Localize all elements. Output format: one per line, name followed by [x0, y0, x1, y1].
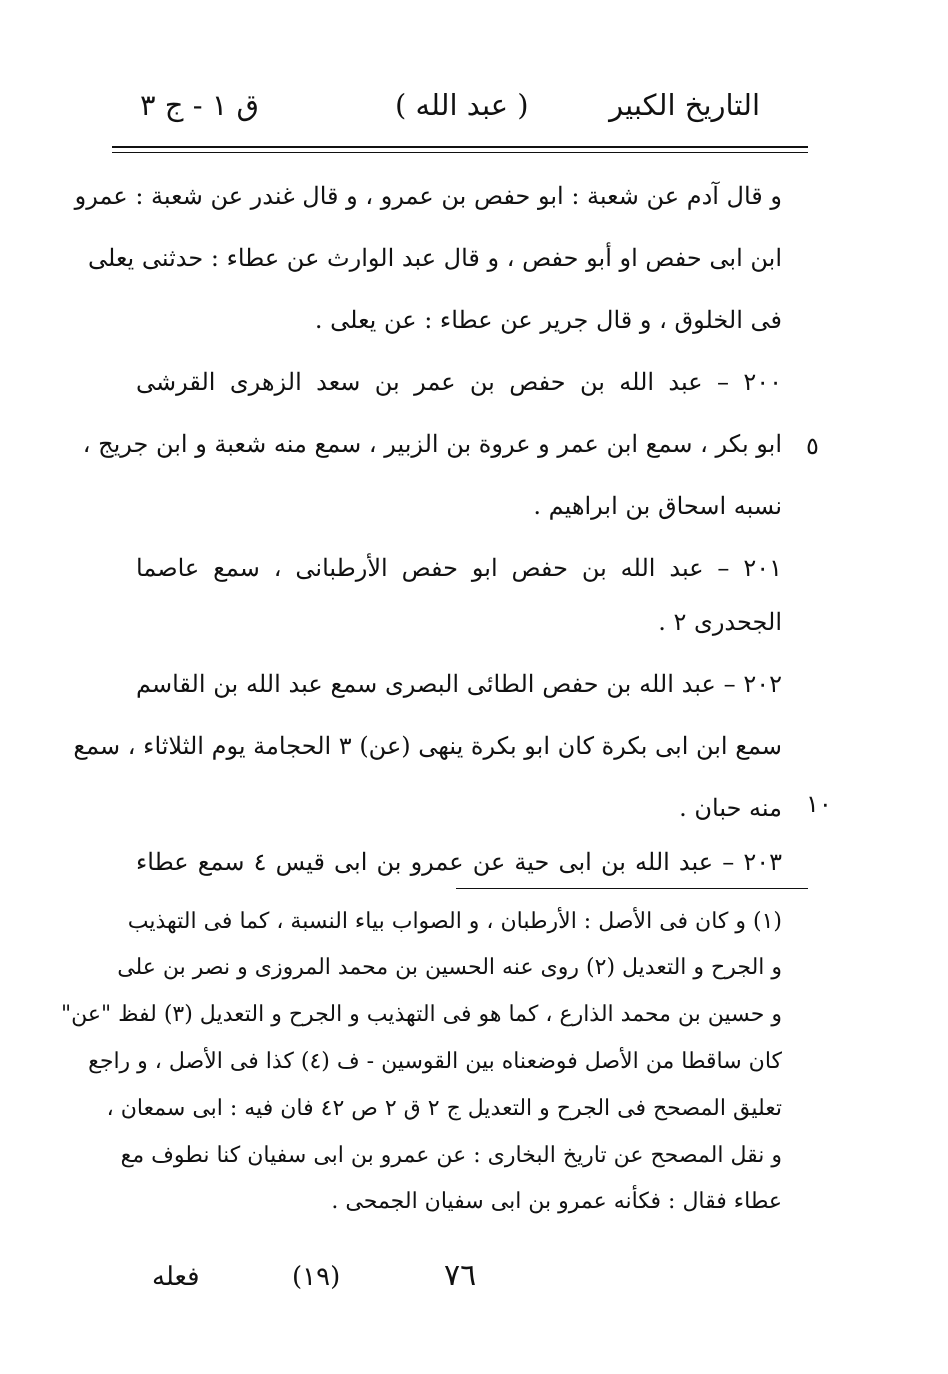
line-number-5: ٥	[806, 432, 819, 460]
signature-mark: (١٩)	[292, 1262, 341, 1292]
volume-label: ق ١ - ج ٣	[140, 88, 260, 122]
footnote-line: كان ساقطا من الأصل فوضعناه بين القوسين - ف (٤) كذا فى الأصل ، و راجع	[88, 1049, 782, 1074]
footnote-line: و نقل المصحح عن تاريخ البخارى : عن عمرو بن ابى سفيان كنا نطوف مع	[120, 1143, 782, 1168]
entry-200: ٢٠٠ – عبد الله بن حفص بن عمر بن سعد الزهرى القرشى	[136, 368, 783, 396]
text-line: ابو بكر ، سمع ابن عمر و عروة بن الزبير ، سمع منه شعبة و ابن جريج ،	[82, 430, 782, 458]
header-rule-thin	[112, 152, 808, 153]
footnote-line: عطاء فقال : فكأنه عمرو بن ابى سفيان الجمحى .	[331, 1189, 782, 1214]
text-line: و قال آدم عن شعبة : ابو حفص بن عمرو ، و قال غندر عن شعبة : عمرو	[74, 182, 782, 210]
book-title: التاريخ الكبير	[609, 88, 760, 122]
text-line: الجحدرى ٢ .	[658, 608, 782, 636]
footnote-line: و الجرح و التعديل (٢) روى عنه الحسين بن محمد المروزى و نصر بن على	[117, 955, 782, 980]
entry-201: ٢٠١ – عبد الله بن حفص ابو حفص الأرطبانى ، سمع عاصما	[136, 554, 782, 582]
footnote-line: تعليق المصحح فى الجرح و التعديل ج ٢ ق ٢ ص ٤٢ فان فيه : ابى سمعان ،	[106, 1096, 782, 1121]
line-number-10: ١٠	[806, 790, 832, 818]
text-line: فى الخلوق ، و قال جرير عن عطاء : عن يعلى .	[314, 306, 782, 334]
header-rule	[112, 146, 808, 148]
text-line: نسبه اسحاق بن ابراهيم .	[533, 492, 782, 520]
running-header	[140, 88, 760, 138]
footnote-line: و حسين بن محمد الذارع ، كما هو فى التهذيب و الجرح و التعديل (٣) لفظ "عن"	[61, 1002, 782, 1027]
page-number: ٧٦	[444, 1258, 477, 1293]
text-line: ابن ابى حفص او أبو حفص ، و قال عبد الوارث عن عطاء : حدثنى يعلى	[88, 244, 782, 272]
entry-202: ٢٠٢ – عبد الله بن حفص الطائى البصرى سمع عبد الله بن القاسم	[136, 670, 782, 698]
text-line: سمع ابن ابى بكرة كان ابو بكرة ينهى (عن) ٣ الحجامة يوم الثلاثاء ، سمع	[73, 732, 782, 760]
entry-203: ٢٠٣ – عبد الله بن ابى حية عن عمرو بن ابى قيس ٤ سمع عطاء	[136, 848, 783, 876]
footnote-rule	[456, 888, 808, 889]
footnote-line: (١) و كان فى الأصل : الأرطبان ، و الصواب بياء النسبة ، كما فى التهذيب	[127, 909, 782, 934]
catchword: فعله	[152, 1262, 200, 1292]
section-title: ( عبد الله )	[395, 88, 529, 122]
text-line: منه حبان .	[679, 794, 782, 822]
